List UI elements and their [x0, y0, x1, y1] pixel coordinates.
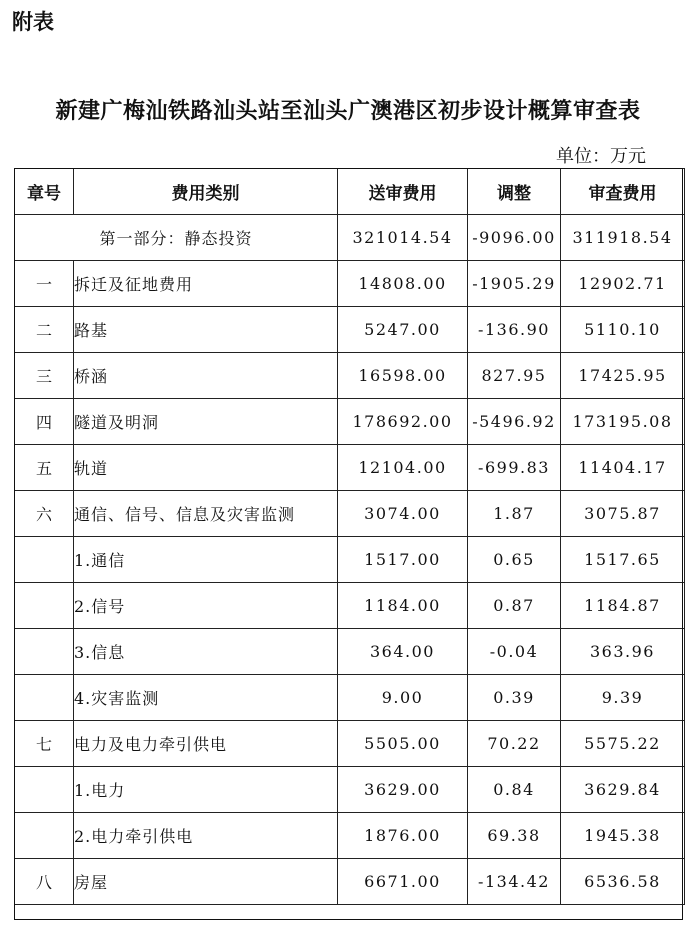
cell-category: 1.通信	[74, 537, 338, 583]
cell-chapter	[15, 583, 74, 629]
table-row	[15, 767, 685, 813]
cell-chapter: 六	[15, 491, 74, 537]
cell-submitted: 6671.00	[338, 859, 468, 905]
table-row	[15, 721, 685, 767]
cell-approved: 12902.71	[561, 261, 685, 307]
cell-adjustment: 69.38	[468, 813, 561, 859]
cell-category: 桥涵	[74, 353, 338, 399]
cell-approved: 5110.10	[561, 307, 685, 353]
cell-chapter	[15, 675, 74, 721]
cell-adjustment: 0.39	[468, 675, 561, 721]
cell-submitted: 1876.00	[338, 813, 468, 859]
table-row	[15, 399, 685, 445]
cell-approved: 9.39	[561, 675, 685, 721]
table-row	[15, 675, 685, 721]
cell-approved: 3629.84	[561, 767, 685, 813]
cell-chapter: 四	[15, 399, 74, 445]
cell-submitted: 3629.00	[338, 767, 468, 813]
header-adjustment: 调整	[468, 169, 561, 215]
cell-chapter: 五	[15, 445, 74, 491]
header-chapter: 章号	[15, 169, 74, 215]
summary-adjustment: -9096.00	[468, 215, 561, 261]
table-row	[15, 445, 685, 491]
cell-category: 路基	[74, 307, 338, 353]
cell-submitted: 16598.00	[338, 353, 468, 399]
cell-approved: 1945.38	[561, 813, 685, 859]
cell-approved: 5575.22	[561, 721, 685, 767]
header-submitted: 送审费用	[338, 169, 468, 215]
cell-chapter: 二	[15, 307, 74, 353]
budget-review-table	[14, 168, 685, 905]
cell-category: 房屋	[74, 859, 338, 905]
cell-approved: 1517.65	[561, 537, 685, 583]
table-row	[15, 859, 685, 905]
cell-category: 3.信息	[74, 629, 338, 675]
cell-adjustment: -1905.29	[468, 261, 561, 307]
table-row	[15, 537, 685, 583]
cell-adjustment: -136.90	[468, 307, 561, 353]
summary-approved: 311918.54	[561, 215, 685, 261]
cell-chapter	[15, 813, 74, 859]
cell-submitted: 5247.00	[338, 307, 468, 353]
cell-submitted: 9.00	[338, 675, 468, 721]
cell-approved: 11404.17	[561, 445, 685, 491]
table-header-row	[15, 169, 685, 215]
cell-category: 轨道	[74, 445, 338, 491]
cell-adjustment: 0.87	[468, 583, 561, 629]
cell-submitted: 5505.00	[338, 721, 468, 767]
cell-adjustment: -5496.92	[468, 399, 561, 445]
cell-chapter	[15, 537, 74, 583]
cell-submitted: 1184.00	[338, 583, 468, 629]
cell-adjustment: -0.04	[468, 629, 561, 675]
cell-approved: 1184.87	[561, 583, 685, 629]
cell-submitted: 364.00	[338, 629, 468, 675]
table-row	[15, 307, 685, 353]
cell-adjustment: -699.83	[468, 445, 561, 491]
summary-label: 第一部分：静态投资	[15, 215, 338, 261]
cell-chapter: 七	[15, 721, 74, 767]
cell-adjustment: 0.84	[468, 767, 561, 813]
summary-submitted: 321014.54	[338, 215, 468, 261]
cell-category: 4.灾害监测	[74, 675, 338, 721]
table-row	[15, 353, 685, 399]
unit-label: 单位：万元	[556, 146, 646, 167]
cell-approved: 6536.58	[561, 859, 685, 905]
table-row	[15, 813, 685, 859]
cell-adjustment: -134.42	[468, 859, 561, 905]
table-row	[15, 261, 685, 307]
document-title: 新建广梅汕铁路汕头站至汕头广澳港区初步设计概算审查表	[55, 99, 641, 124]
cell-approved: 17425.95	[561, 353, 685, 399]
cell-submitted: 12104.00	[338, 445, 468, 491]
cell-chapter	[15, 767, 74, 813]
summary-row	[15, 215, 685, 261]
cell-category: 2.电力牵引供电	[74, 813, 338, 859]
cell-submitted: 1517.00	[338, 537, 468, 583]
cell-chapter: 三	[15, 353, 74, 399]
cell-adjustment: 1.87	[468, 491, 561, 537]
cell-adjustment: 70.22	[468, 721, 561, 767]
appendix-label: 附表	[12, 10, 54, 34]
cell-category: 电力及电力牵引供电	[74, 721, 338, 767]
cell-category: 通信、信号、信息及灾害监测	[74, 491, 338, 537]
cell-submitted: 3074.00	[338, 491, 468, 537]
cell-chapter	[15, 629, 74, 675]
cell-adjustment: 0.65	[468, 537, 561, 583]
header-approved: 审查费用	[561, 169, 685, 215]
cell-chapter: 八	[15, 859, 74, 905]
cell-approved: 3075.87	[561, 491, 685, 537]
cell-category: 拆迁及征地费用	[74, 261, 338, 307]
table-row	[15, 491, 685, 537]
header-category: 费用类别	[74, 169, 338, 215]
cell-category: 2.信号	[74, 583, 338, 629]
table-row	[15, 629, 685, 675]
cell-approved: 363.96	[561, 629, 685, 675]
cell-chapter: 一	[15, 261, 74, 307]
cell-submitted: 14808.00	[338, 261, 468, 307]
cell-category: 1.电力	[74, 767, 338, 813]
cell-adjustment: 827.95	[468, 353, 561, 399]
table-row	[15, 583, 685, 629]
cell-category: 隧道及明洞	[74, 399, 338, 445]
cell-submitted: 178692.00	[338, 399, 468, 445]
cell-approved: 173195.08	[561, 399, 685, 445]
